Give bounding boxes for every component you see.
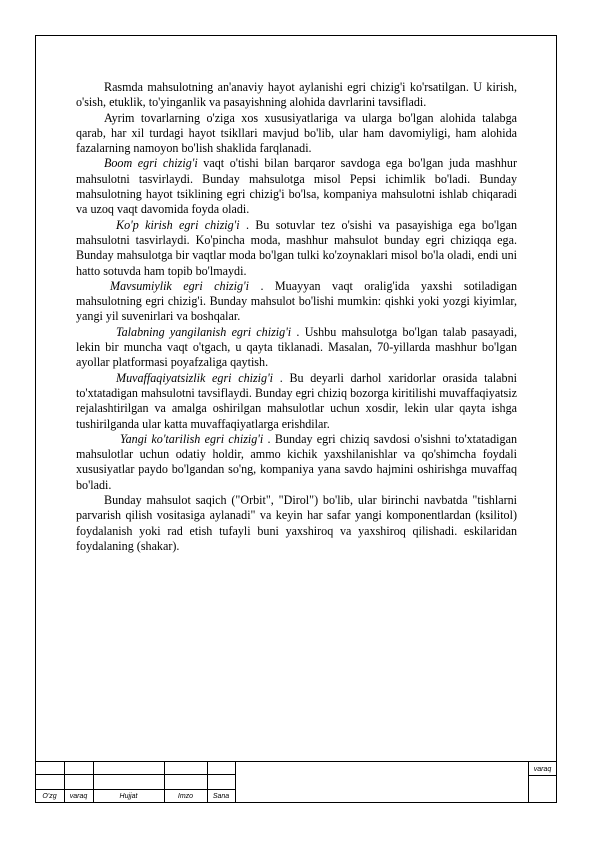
paragraph-gum-example (76, 493, 517, 554)
paragraph-text: . Bu deyarli darhol xaridorlar orasida talabni to'xtatadigan mahsulotni tavsiflaydi. Bunday egri chiziq bozorga kiritilishi muvaffaqiyatsiz rejalashtirilgan va amalga oshirilgan mahsulotlar uchun xosdir, lekin ular qayta ishga tushirilganda ular katta muvaffaqiyatlarga erishdilar. (76, 370, 517, 431)
title-block-row-line-1 (35, 774, 235, 775)
stamp-label-hujjat: Hujjat (119, 793, 138, 800)
paragraph-text: Rasmda mahsulotning an'anaviy hayot aylanishi egri chizig'i ko'rsatilgan. U kirish, o'sish, etuklik, to'yinganlik va pasayishning alohida davrlarini tavsifladi. (76, 80, 517, 110)
stamp-label-ozg: O'zg (42, 793, 57, 800)
term-lead: Yangi ko'tarilish egri chizig'i (120, 431, 264, 446)
paragraph-text: . Bu sotuvlar tez o'sishi va pasayishiga ega bo'lgan mahsulotni tasvirlaydi. Ko'pincha moda, mashhur mahsulot bunday egri chiziqqa ega. Bunday mahsulotga bir vaqtlar moda bo'lgan tulki ko'zoynaklari misol bo'la oladi, endi uni hatto sotuvda ham topib bo'lmaydi. (76, 217, 518, 278)
paragraph-intro (76, 80, 517, 111)
paragraph-text: . Ushbu mahsulotga bo'lgan talab pasayadi, lekin bir muncha vaqt o'tgach, u qayta tiklanadi. Masalan, 70-yillarda mashhur bo'lgan ayollar platformasi poyafzaliga qaytish. (76, 324, 517, 370)
sheet-label: varaq (533, 766, 552, 773)
title-block-row-line-2 (35, 789, 235, 790)
term-lead: Ko'p kirish egri chizig'i (116, 217, 240, 232)
title-block-top-line (35, 761, 557, 762)
stamp-label-varaq: varaq (69, 793, 88, 800)
term-lead: Talabning yangilanish egri chizig'i (116, 324, 292, 339)
paragraph-text: Bunday mahsulot saqich ("Orbit", "Dirol") bo'lib, ular birinchi navbatda "tishlarni parvarish qilish vositasiga aylanadi" va keyin har safar yangi komponentlardan (ksilitol) foydalanish yoki rad etish tufayli buni yaxshiroq va yaxshiroq qilishadi. eskilaridan foydalaning (shakar). (76, 493, 517, 553)
paragraph-seasonal-curve (76, 279, 517, 325)
sheet-cell-line (528, 775, 557, 776)
paragraph-text: . Bunday egri chiziq savdosi o'sishni to'xtatadigan mahsulotlar uchun odatiy holdir, ammo kichik yaxshilanishlar va qo'shimcha foydali xususiyatlar paydo bo'lgandan so'ng, kompaniya yana savdo hajmini oshirishga muvaffaq bo'ladi. (76, 431, 517, 492)
term-lead: Mavsumiylik egri chizig'i (110, 278, 249, 293)
paragraph-fad-curve (76, 218, 517, 279)
stamp-label-imzo: Imzo (177, 793, 194, 800)
paragraph-text: . Muayyan vaqt oralig'ida yaxshi sotiladigan mahsulotning egri chizig'i. Bunday mahsulot bo'lishi mumkin: qishki yoki yozgi kiyimlar, yangi yil suvenirlari va boshqalar. (76, 278, 517, 324)
paragraph-text: vaqt o'tishi bilan barqaror savdoga ega bo'lgan juda mashhur mahsulotni tasvirlaydi. Bunday mahsulotga misol Pepsi ichimlik bo'ladi. Bunday mahsulotning hayot tsiklining egri chizig'i bo'lsa, kompaniya mahsulotni ishlab chiqaradi va uzoq vaqt davomida foyda oladi. (76, 156, 518, 217)
paragraph-boom-curve (76, 156, 517, 217)
paragraph-failure-curve (76, 371, 517, 432)
paragraph-types (76, 111, 517, 157)
document-body (76, 80, 517, 554)
term-lead: Muvaffaqiyatsizlik egri chizig'i (116, 370, 274, 385)
paragraph-revival-curve (76, 325, 517, 371)
title-block (35, 761, 557, 803)
stamp-label-sana: Sana (212, 793, 230, 800)
title-block-col-line (235, 761, 236, 803)
paragraph-new-rise-curve (76, 432, 517, 493)
term-lead: Boom egri chizig'i (104, 156, 198, 171)
paragraph-text: Ayrim tovarlarning o'ziga xos xususiyatlariga va ularga bo'lgan alohida talabga qarab, har xil turdagi hayot tsikllari mavjud bo'lib, ular ham davomiyligi, ham alohida fazalarning namoyon bo'lish shaklida farqlanadi. (76, 110, 517, 156)
